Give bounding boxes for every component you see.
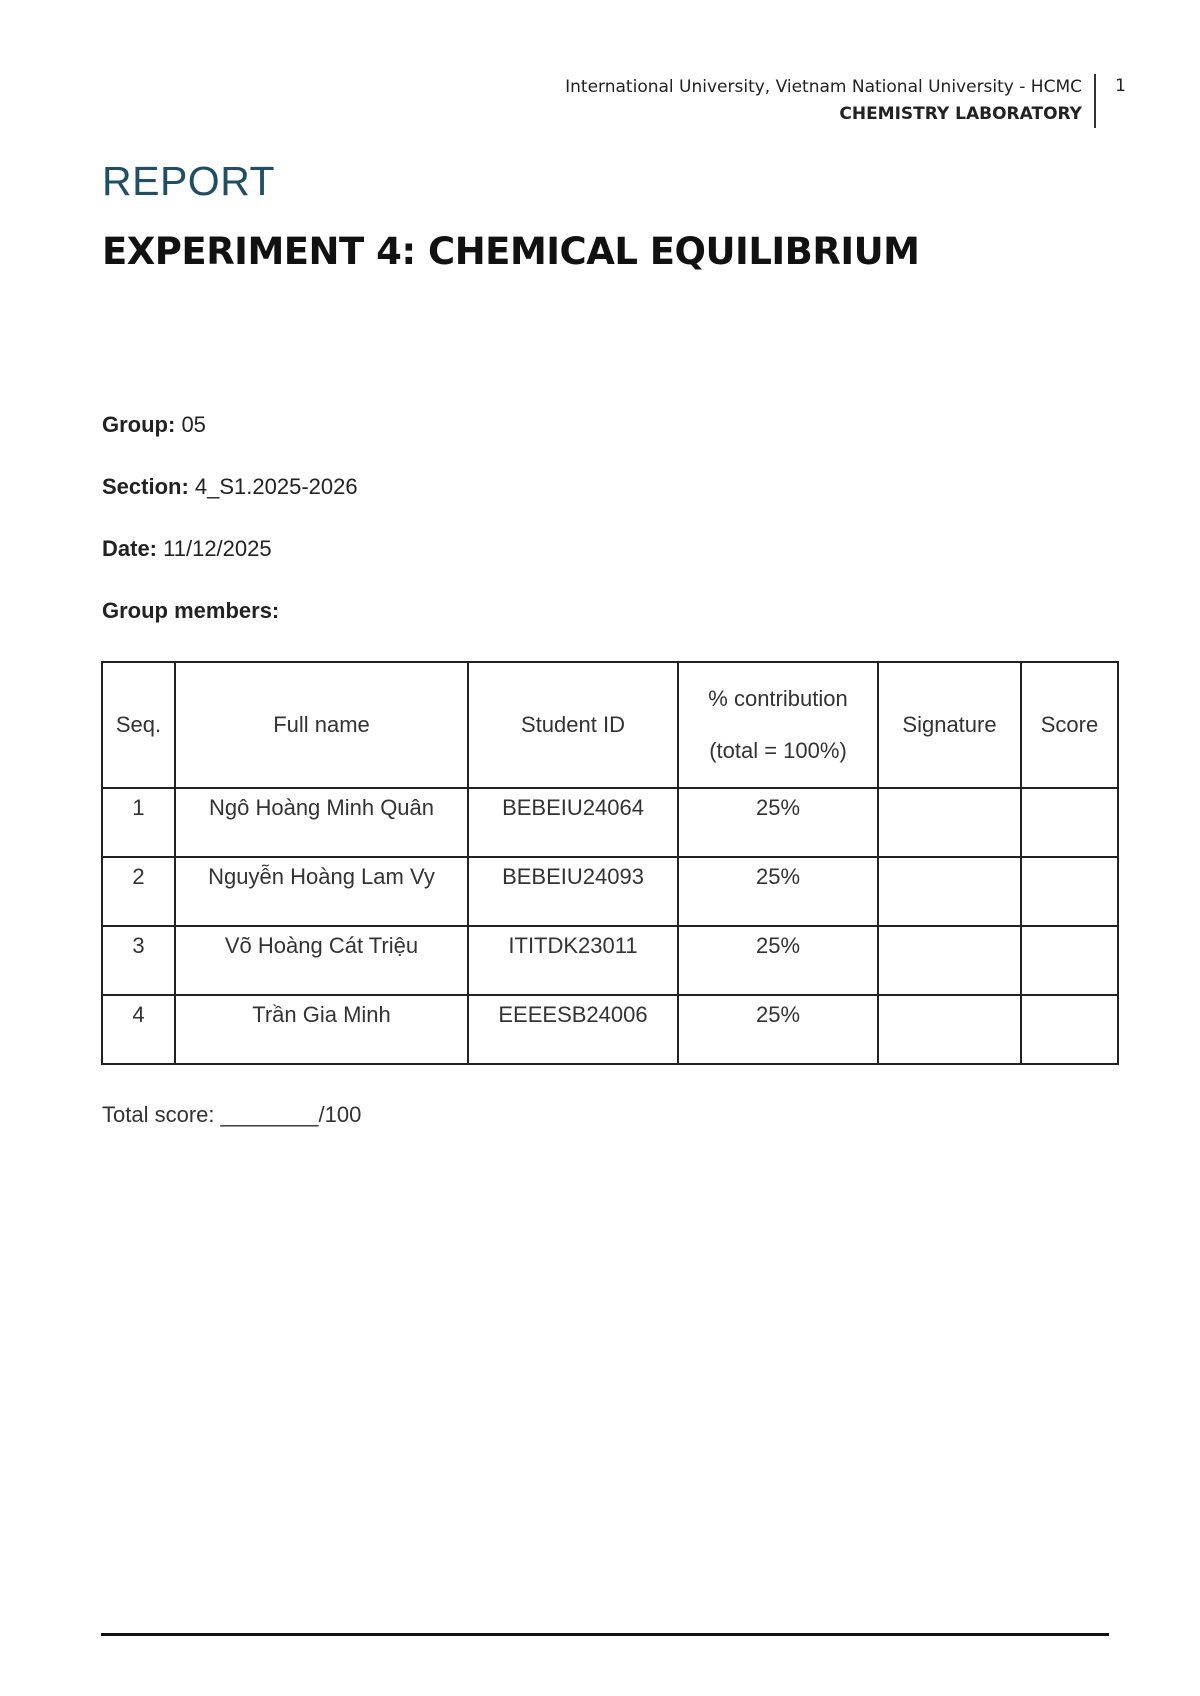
date-label: Date:	[102, 536, 158, 561]
cell-seq: 4	[102, 995, 175, 1064]
cell-score[interactable]	[1021, 926, 1118, 995]
group-members-table	[101, 661, 1119, 1065]
table-row	[102, 788, 1118, 857]
header-seq: Seq.	[102, 662, 175, 788]
group-label: Group:	[102, 412, 176, 437]
members-line	[102, 598, 279, 624]
date-line	[102, 536, 272, 562]
cell-signature[interactable]	[878, 788, 1021, 857]
section-line	[102, 474, 358, 500]
cell-score[interactable]	[1021, 788, 1118, 857]
lab-name: CHEMISTRY LABORATORY	[839, 104, 1082, 124]
cell-score[interactable]	[1021, 995, 1118, 1064]
cell-name: Ngô Hoàng Minh Quân	[175, 788, 468, 857]
cell-signature[interactable]	[878, 926, 1021, 995]
table-row	[102, 857, 1118, 926]
table-row	[102, 926, 1118, 995]
university-name: International University, Vietnam National University - HCMC	[565, 77, 1082, 97]
cell-contribution: 25%	[678, 995, 878, 1064]
header-contribution-line1: % contribution	[708, 686, 848, 711]
experiment-title: EXPERIMENT 4: CHEMICAL EQUILIBRIUM	[102, 230, 920, 273]
report-label: REPORT	[102, 158, 276, 204]
header-contribution-line2: (total = 100%)	[709, 738, 847, 763]
header-contribution	[678, 662, 878, 788]
cell-name: Nguyễn Hoàng Lam Vy	[175, 857, 468, 926]
cell-name: Trần Gia Minh	[175, 995, 468, 1064]
page-header	[565, 74, 1096, 128]
cell-seq: 3	[102, 926, 175, 995]
cell-seq: 1	[102, 788, 175, 857]
header-student-id: Student ID	[468, 662, 678, 788]
cell-signature[interactable]	[878, 857, 1021, 926]
cell-student-id: BEBEIU24093	[468, 857, 678, 926]
cell-contribution: 25%	[678, 788, 878, 857]
section-value: 4_S1.2025-2026	[188, 474, 358, 499]
header-signature: Signature	[878, 662, 1021, 788]
cell-name: Võ Hoàng Cát Triệu	[175, 926, 468, 995]
cell-seq: 2	[102, 857, 175, 926]
cell-student-id: ITITDK23011	[468, 926, 678, 995]
group-value: 05	[175, 412, 206, 437]
cell-contribution: 25%	[678, 926, 878, 995]
cell-score[interactable]	[1021, 857, 1118, 926]
members-label: Group members:	[102, 598, 280, 623]
table-row	[102, 995, 1118, 1064]
date-value: 11/12/2025	[157, 536, 272, 561]
page-number: 1	[1115, 76, 1126, 96]
cell-signature[interactable]	[878, 995, 1021, 1064]
total-score: Total score: ________/100	[102, 1102, 362, 1127]
section-label: Section:	[102, 474, 189, 499]
group-line	[102, 412, 206, 438]
footer-divider	[101, 1633, 1109, 1636]
header-score: Score	[1021, 662, 1118, 788]
cell-student-id: BEBEIU24064	[468, 788, 678, 857]
cell-contribution: 25%	[678, 857, 878, 926]
header-full-name: Full name	[175, 662, 468, 788]
table-header-row	[102, 662, 1118, 788]
cell-student-id: EEEESB24006	[468, 995, 678, 1064]
